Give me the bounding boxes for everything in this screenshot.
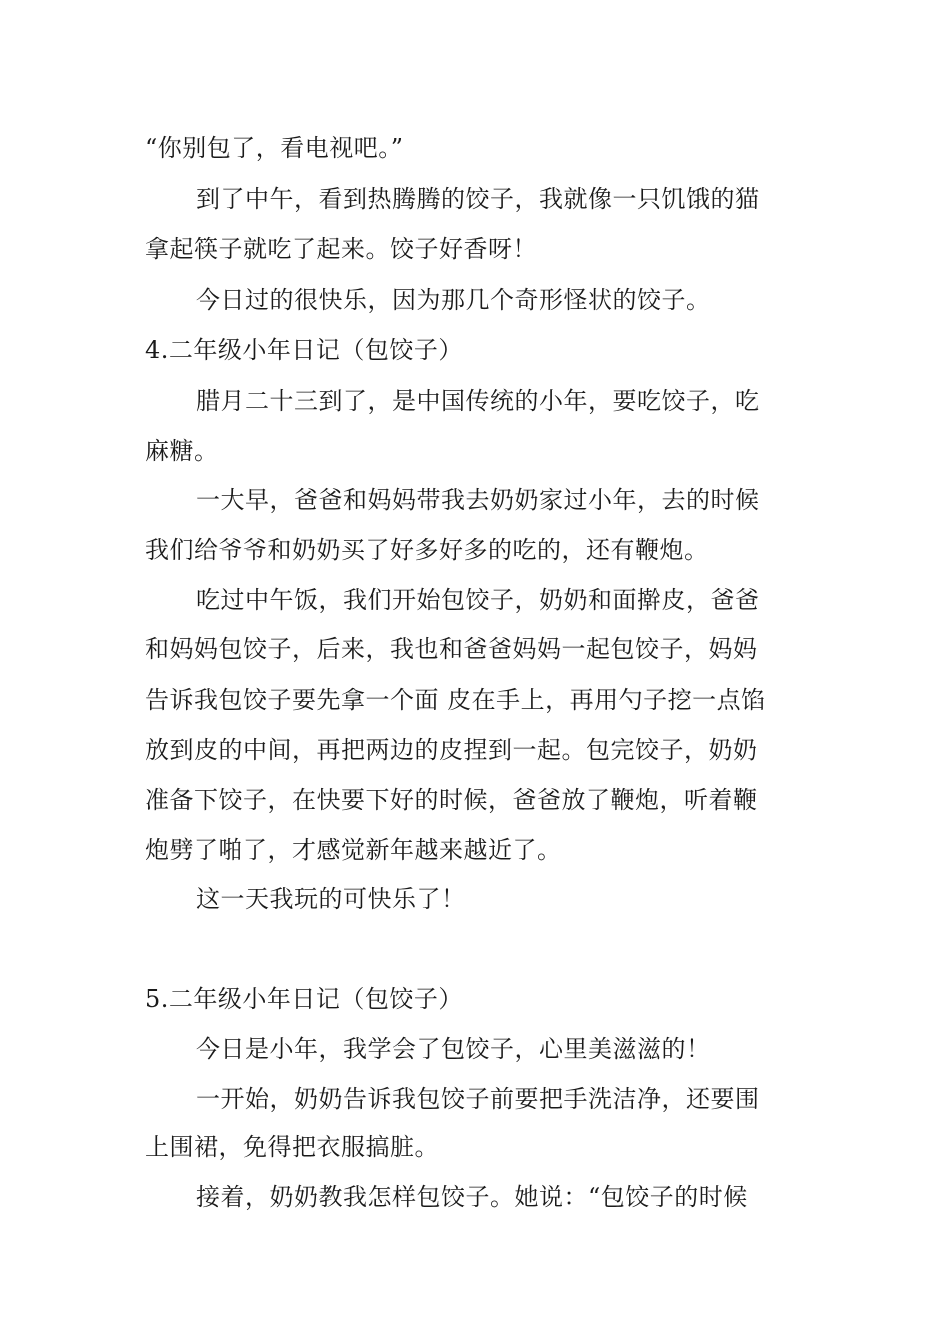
paragraph-line: 我们给爷爷和奶奶买了好多好多的吃的，还有鞭炮。	[145, 536, 709, 564]
paragraph-line: 炮劈了啪了，才感觉新年越来越近了。	[145, 836, 562, 864]
paragraph-line: 上围裙，免得把衣服搞脏。	[145, 1133, 439, 1161]
paragraph-line: 这一天我玩的可快乐了！	[196, 885, 466, 913]
paragraph-line: 和妈妈包饺子，后来，我也和爸爸妈妈一起包饺子，妈妈	[145, 635, 758, 663]
paragraph-line: 告诉我包饺子要先拿一个面 皮在手上，再用勺子挖一点馅	[145, 686, 766, 714]
paragraph-line: 麻糖。	[145, 437, 219, 465]
paragraph-line: 到了中午，看到热腾腾的饺子，我就像一只饥饿的猫	[196, 185, 760, 213]
paragraph-line: 一大早，爸爸和妈妈带我去奶奶家过小年，去的时候	[196, 486, 760, 514]
paragraph-line: 今日过的很快乐，因为那几个奇形怪状的饺子。	[196, 286, 711, 314]
paragraph-line: 今日是小年，我学会了包饺子，心里美滋滋的！	[196, 1035, 711, 1063]
section-heading: 4.二年级小年日记（包饺子）	[145, 336, 463, 364]
paragraph-line: 放到皮的中间，再把两边的皮捏到一起。包完饺子，奶奶	[145, 736, 758, 764]
paragraph-line: 吃过中午饭，我们开始包饺子，奶奶和面擀皮，爸爸	[196, 586, 760, 614]
paragraph-line: 准备下饺子，在快要下好的时候，爸爸放了鞭炮，听着鞭	[145, 786, 758, 814]
paragraph-line: 一开始，奶奶告诉我包饺子前要把手洗洁净，还要围	[196, 1085, 760, 1113]
paragraph-line: 腊月二十三到了，是中国传统的小年，要吃饺子，吃	[196, 387, 760, 415]
paragraph-line: 拿起筷子就吃了起来。饺子好香呀！	[145, 235, 537, 263]
paragraph-line: 接着，奶奶教我怎样包饺子。她说：“包饺子的时候	[196, 1183, 748, 1211]
paragraph-line: “你别包了，看电视吧。”	[145, 134, 404, 162]
section-heading: 5.二年级小年日记（包饺子）	[145, 985, 463, 1013]
